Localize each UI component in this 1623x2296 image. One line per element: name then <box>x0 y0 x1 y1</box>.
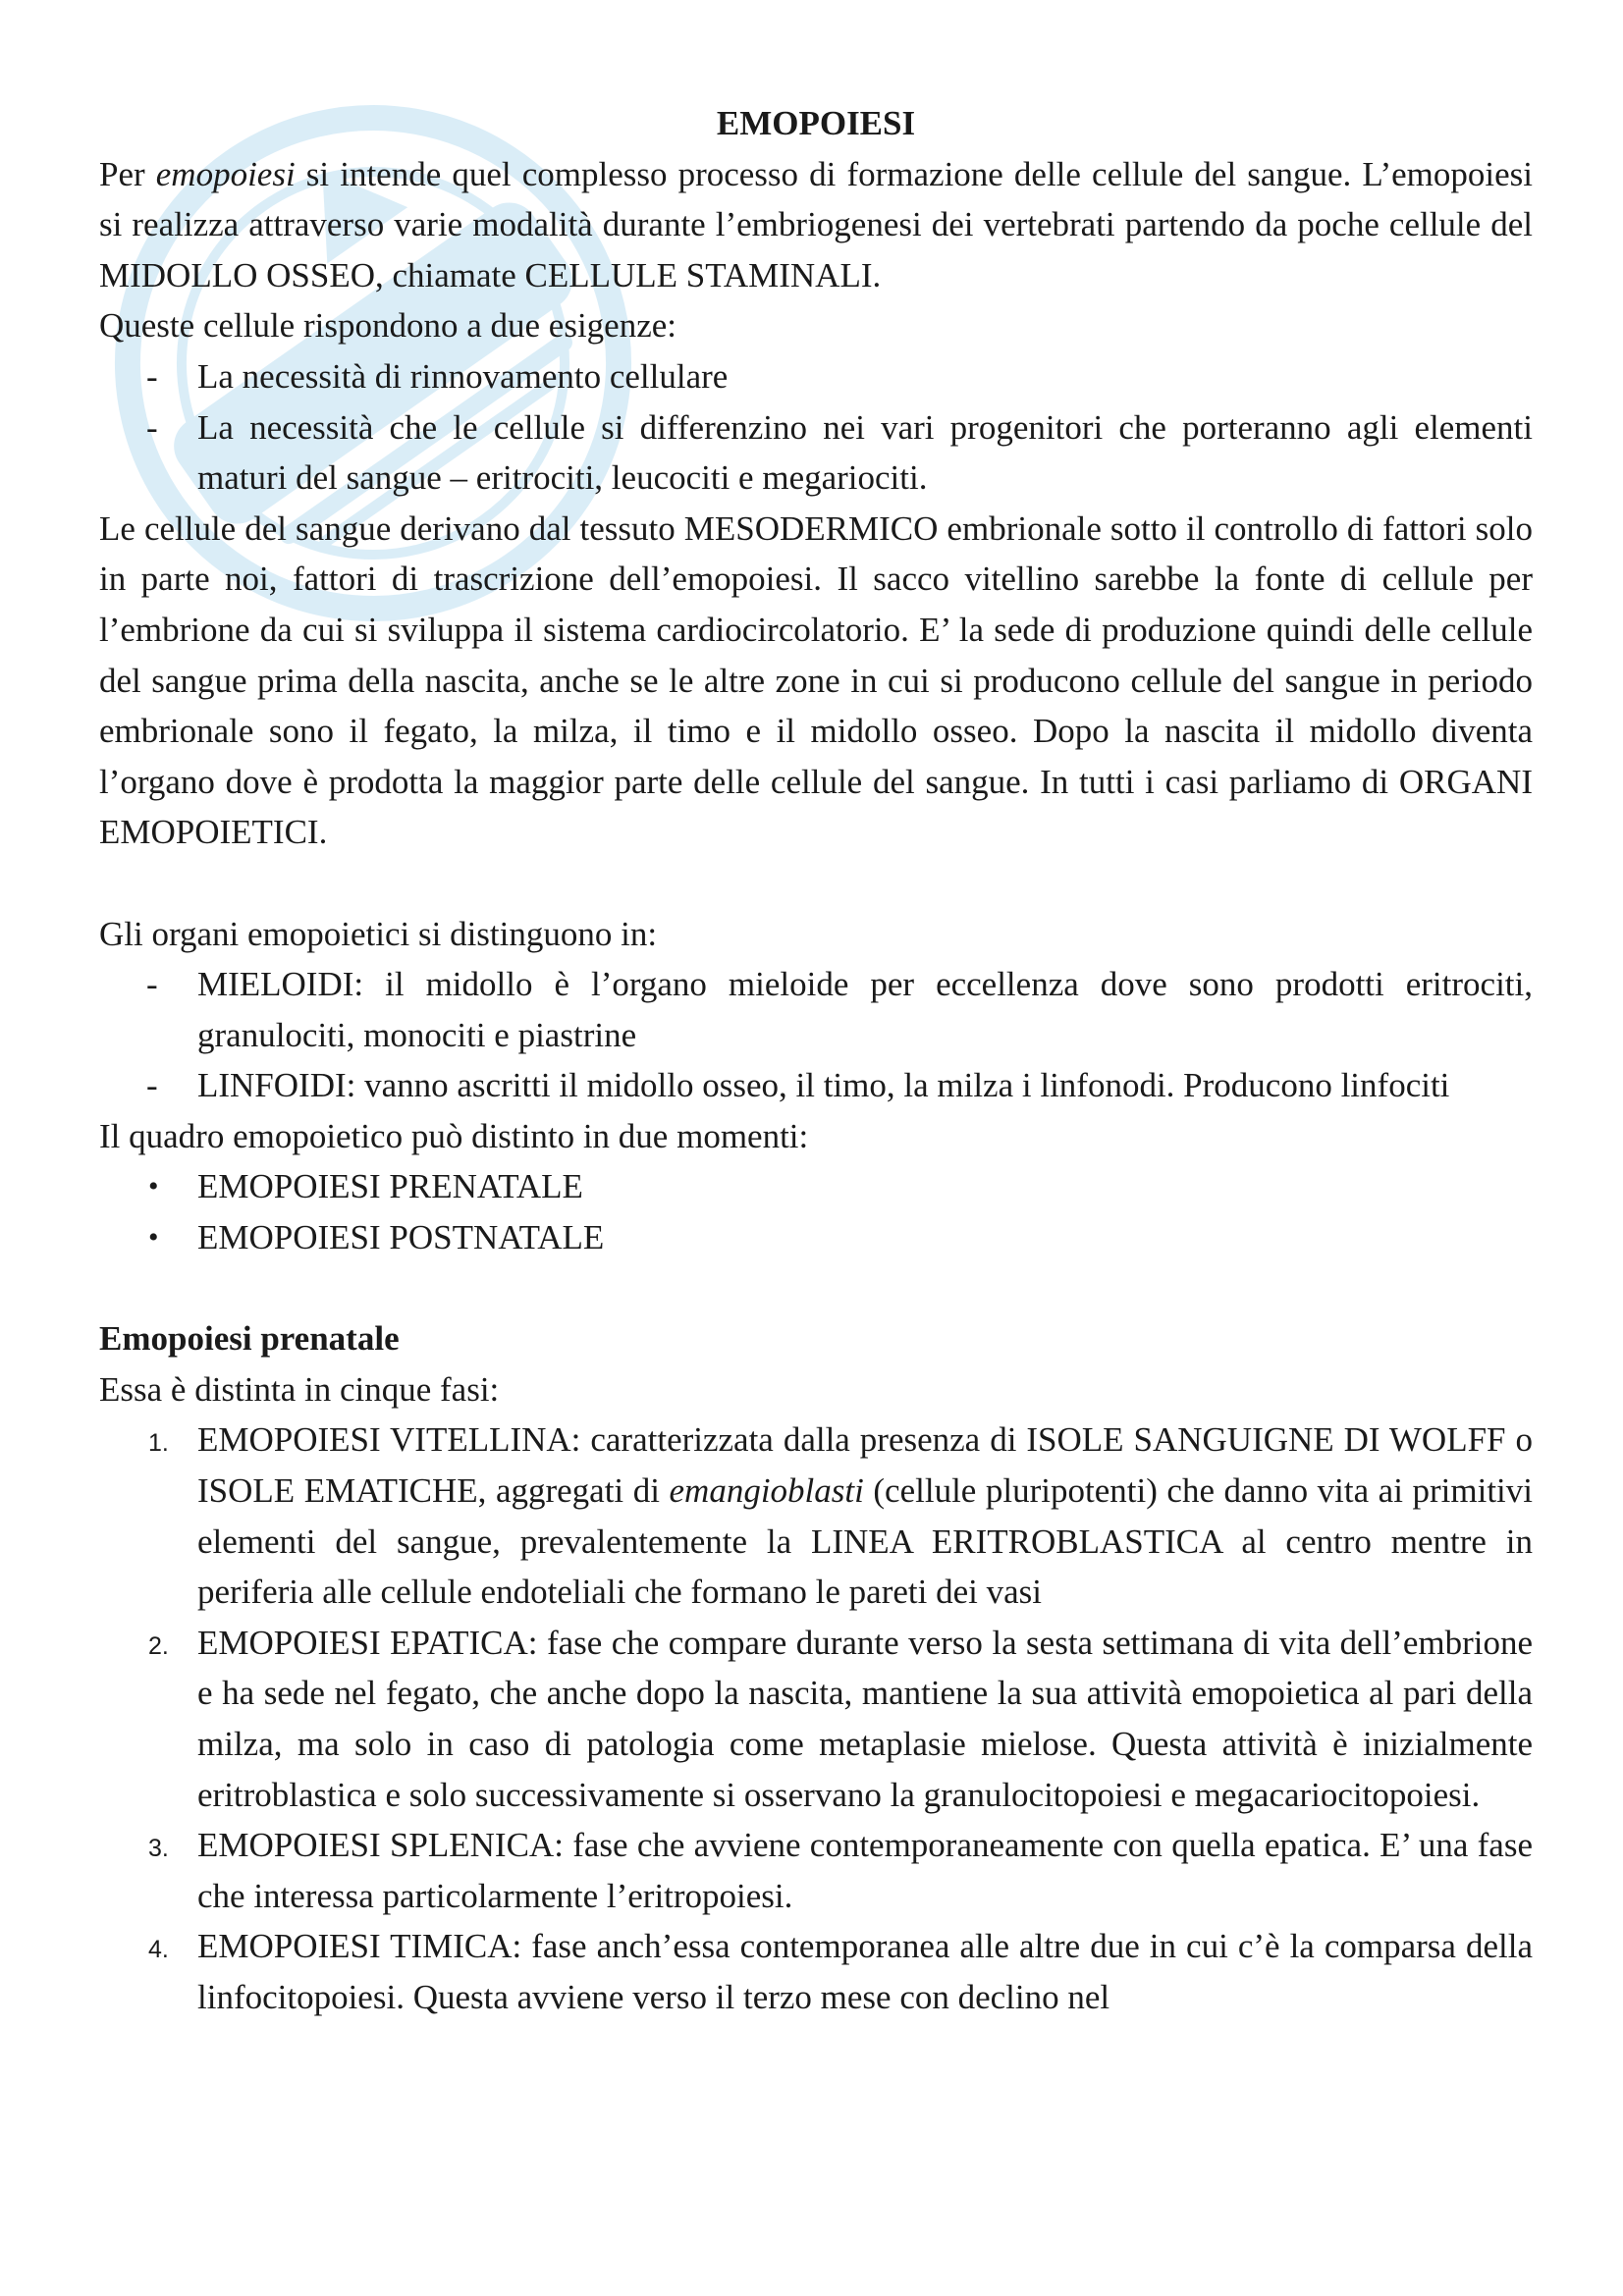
list-number: 2. <box>148 1631 169 1660</box>
dash-marker: - <box>146 356 158 396</box>
list-item: - La necessità che le cellule si differenzino nei vari progenitori che porteranno agli elementi maturi del sangue – eritrociti, leucociti e megariociti. <box>99 402 1533 504</box>
phases-list <box>99 1415 1533 2022</box>
paragraph-spacer <box>99 858 1533 909</box>
list-item: - MIELOIDI: il midollo è l’organo mieloide per eccellenza dove sono prodotti eritrociti, granulociti, monociti e piastrine <box>99 959 1533 1060</box>
list-item: • EMOPOIESI PRENATALE <box>99 1161 1533 1212</box>
document-title: EMOPOIESI <box>716 104 916 142</box>
document-page <box>99 98 1533 2023</box>
organs-lead: Gli organi emopoietici si distinguono in: <box>99 914 658 953</box>
moments-list <box>99 1161 1533 1262</box>
list-number: 1. <box>148 1429 169 1458</box>
moments-lead: Il quadro emopoietico può distinto in due momenti: <box>99 1116 809 1155</box>
list-item: 2. EMOPOIESI EPATICA: fase che compare durante verso la sesta settimana di vita dell’embrione e ha sede nel fegato, che anche dopo la nascita, mantiene la sua attività emopoietica al pari della milza, ma solo in caso di patologia come metaplasie mielose. Questa attività è inizialmente eritroblastica e solo successivamente si osservano la granulocitopoiesi e megacariocitopoiesi. <box>148 1623 1533 1814</box>
section-heading-prenatal: Emopoiesi prenatale <box>99 1319 400 1359</box>
dash-marker: - <box>146 1066 158 1105</box>
needs-lead: Queste cellule rispondono a due esigenze: <box>99 306 676 346</box>
list-item: 4. EMOPOIESI TIMICA: fase anch’essa contemporanea alle altre due in cui c’è la comparsa della linfocitopoiesi. Questa avviene verso il terzo mese con declino nel <box>148 1927 1533 2016</box>
list-item: 1. EMOPOIESI VITELLINA: caratterizzata dalla presenza di ISOLE SANGUIGNE DI WOLFF o ISOLE EMATICHE, aggregati di emangioblasti (cellule pluripotenti) che danno vita ai primitivi elementi del sangue, prevalentemente la LINEA ERITROBLASTICA al centro mentre in periferia alle cellule endoteliali che formano le pareti dei vasi <box>148 1420 1533 1612</box>
intro-paragraph: Per emopoiesi si intende quel complesso processo di formazione delle cellule del sangue. L’emopoiesi si realizza attraverso varie modalità durante l’embriogenesi dei vertebrati partendo da poche cellule del MIDOLLO OSSEO, chiamate CELLULE STAMINALI. <box>99 154 1534 294</box>
bullet-marker: • <box>148 1170 159 1203</box>
dash-marker: - <box>146 407 158 447</box>
list-item: - La necessità di rinnovamento cellulare <box>99 351 1533 402</box>
intro-emphasis: emopoiesi <box>155 154 296 193</box>
list-item: - LINFOIDI: vanno ascritti il midollo osseo, il timo, la milza i linfonodi. Producono linfociti <box>99 1060 1533 1111</box>
list-number: 3. <box>148 1835 169 1863</box>
phases-lead: Essa è distinta in cinque fasi: <box>99 1369 500 1409</box>
dash-marker: - <box>146 965 158 1004</box>
paragraph-spacer <box>99 1263 1533 1314</box>
needs-list <box>99 351 1533 504</box>
list-item: • EMOPOIESI POSTNATALE <box>99 1212 1533 1263</box>
origin-paragraph: Le cellule del sangue derivano dal tessuto MESODERMICO embrionale sotto il controllo di fattori solo in parte noi, fattori di trascrizione dell’emopoiesi. Il sacco vitellino sarebbe la fonte di cellule per l’embrione da cui si sviluppa il sistema cardiocircolatorio. E’ la sede di produzione quindi delle cellule del sangue prima della nascita, anche se le altre zone in cui si producono cellule del sangue in periodo embrionale sono il fegato, la milza, il timo e il midollo osseo. Dopo la nascita il midollo diventa l’organo dove è prodotta la maggior parte delle cellule del sangue. In tutti i casi parliamo di ORGANI EMOPOIETICI. <box>99 508 1533 852</box>
phase-emphasis: emangioblasti <box>669 1471 864 1511</box>
list-number: 4. <box>148 1936 169 1964</box>
bullet-marker: • <box>148 1221 159 1255</box>
organs-list <box>99 959 1533 1111</box>
list-item: 3. EMOPOIESI SPLENICA: fase che avviene contemporaneamente con quella epatica. E’ una fase che interessa particolarmente l’eritropoiesi. <box>148 1826 1533 1915</box>
